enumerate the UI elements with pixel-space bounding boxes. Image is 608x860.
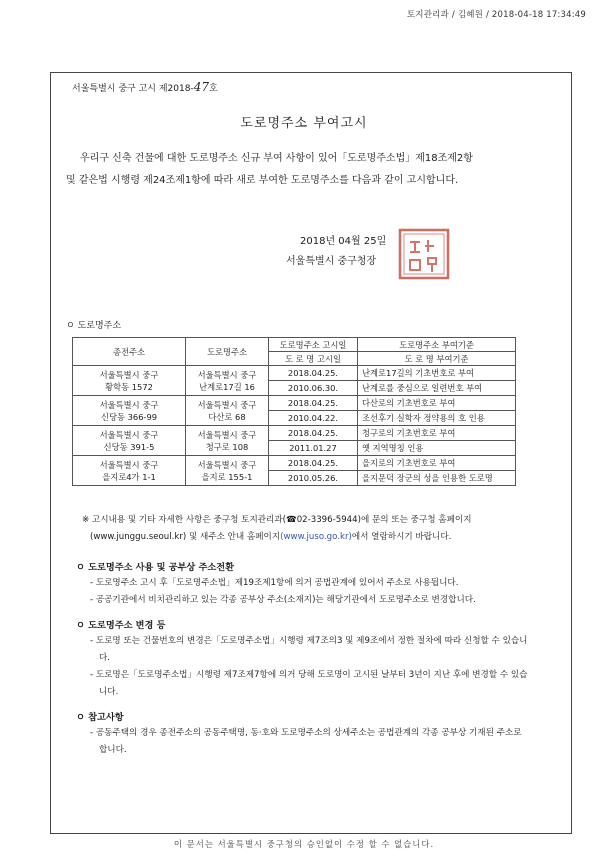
section-change-body: [90, 633, 528, 701]
notice-number-suffix: 호: [208, 84, 218, 94]
inquiry-note-line-2: (www.junggu.seoul.kr) 및 새주소 안내 홈페이지(www.juso.go.kr)에서 열람하시기 바랍니다.: [90, 532, 452, 542]
table-row: [73, 426, 516, 441]
road-basis-cell: 옛 지역명칭 인용: [358, 441, 516, 456]
list-item: - 도로명주소 고시 후「도로명주소법」제19조제1항에 의거 공법관계에 있어서 주소로 사용됩니다.: [90, 578, 459, 588]
notice-date-cell: 2018.04.25.: [269, 396, 358, 411]
juso-homepage-link[interactable]: (www.juso.go.kr): [280, 532, 352, 542]
document-title: 도로명주소 부여고시: [240, 116, 368, 131]
list-item: - 도로명 또는 건물번호의 변경은「도로명주소법」시행령 제7조의3 및 제9조에서 정한 절차에 따라 신청할 수 있습니다.: [90, 636, 528, 663]
basis-cell: 청구로의 기초번호로 부여: [358, 426, 516, 441]
col-notice-date-sub: 도 로 명 고시일: [269, 352, 358, 366]
address-table: [72, 337, 516, 486]
road-address-cell: 서울특별시 중구 을지로 155-1: [186, 456, 269, 486]
old-address-cell: 서울특별시 중구 신당동 391-5: [73, 426, 186, 456]
document-footer: 이 문서는 서울특별시 중구청의 승인없이 수정 할 수 없습니다.: [173, 839, 435, 849]
road-notice-date-cell: 2010.04.22.: [269, 411, 358, 426]
notice-date-cell: 2018.04.25.: [269, 366, 358, 381]
road-basis-cell: 조선후기 실학자 정약용의 호 인용: [358, 411, 516, 426]
intro-line-2: 및 같은법 시행령 제24조제1항에 따라 새로 부여한 도로명주소를 다음과 같이 고시합니다.: [66, 175, 459, 186]
notice-date: 2018년 04월 25일: [300, 236, 387, 247]
basis-cell: 난계로17길의 기초번호로 부여: [358, 366, 516, 381]
junggu-homepage-link[interactable]: (www.junggu.seoul.kr): [90, 532, 187, 542]
section-change-heading: ㅇ 도로명주소 변경 등: [76, 620, 166, 631]
col-notice-date: 도로명주소 고시일: [269, 338, 358, 352]
road-notice-date-cell: 2011.01.27: [269, 441, 358, 456]
document-header-stamp: 토지관리과 / 김혜원 / 2018-04-18 17:34:49: [406, 10, 586, 20]
table-row: [73, 396, 516, 411]
road-notice-date-cell: 2010.06.30.: [269, 381, 358, 396]
road-basis-cell: 을지문덕 장군의 성을 인용한 도로명: [358, 471, 516, 486]
table-row: [73, 366, 516, 381]
inquiry-note: [82, 512, 532, 546]
section-reference-body: [90, 725, 528, 759]
basis-cell: 다산로의 기초번호로 부여: [358, 396, 516, 411]
road-address-cell: 서울특별시 중구 청구로 108: [186, 426, 269, 456]
col-road-address: 도로명주소: [186, 338, 269, 366]
intro-paragraph: [66, 148, 556, 192]
list-item: - 공동주택의 경우 종전주소의 공동주택명, 동·호와 도로명주소의 상세주소는 공법관계의 각종 공부상 기재된 주소로 합니다.: [90, 728, 522, 755]
col-basis-sub: 도 로 명 부여기준: [358, 352, 516, 366]
old-address-cell: 서울특별시 중구 황학동 1572: [73, 366, 186, 396]
section-usage-body: [90, 575, 528, 609]
section-reference-heading: ㅇ 참고사항: [76, 712, 124, 723]
intro-line-1: 우리구 신축 건물에 대한 도로명주소 신규 부여 사항이 있어「도로명주소법」제18조제2항: [80, 153, 473, 164]
list-item: - 공공기관에서 비치관리하고 있는 각종 공부상 주소(소재지)는 해당기관에서 도로명주소로 변경합니다.: [90, 595, 476, 605]
section-address-label: ㅇ 도로명주소: [66, 321, 122, 331]
table-row: [73, 456, 516, 471]
col-old-address: 종전주소: [73, 338, 186, 366]
official-seal-icon: [398, 228, 450, 280]
road-notice-date-cell: 2010.05.26.: [269, 471, 358, 486]
col-basis: 도로명주소 부여기준: [358, 338, 516, 352]
road-basis-cell: 난계로를 중심으로 일련번호 부여: [358, 381, 516, 396]
section-usage-heading: ㅇ 도로명주소 사용 및 공부상 주소전환: [76, 562, 234, 573]
road-address-cell: 서울특별시 중구 다산로 68: [186, 396, 269, 426]
issuer-name: 서울특별시 중구청장: [286, 256, 377, 267]
road-address-cell: 서울특별시 중구 난계로17길 16: [186, 366, 269, 396]
notice-number-handwritten: 47: [193, 80, 209, 94]
inquiry-note-line-1: ※ 고시내용 및 기타 자세한 사항은 중구청 토지관리과(☎02-3396-5944)에 문의 또는 중구청 홈페이지: [82, 515, 472, 525]
notice-number: [72, 80, 218, 94]
old-address-cell: 서울특별시 중구 을지로4가 1-1: [73, 456, 186, 486]
old-address-cell: 서울특별시 중구 신당동 366-99: [73, 396, 186, 426]
list-item: - 도로명은「도로명주소법」시행령 제7조제7항에 의거 당해 도로명이 고시된 날부터 3년이 지난 후에 변경할 수 있습니다.: [90, 670, 528, 697]
notice-date-cell: 2018.04.25.: [269, 456, 358, 471]
notice-date-cell: 2018.04.25.: [269, 426, 358, 441]
basis-cell: 을지로의 기초번호로 부여: [358, 456, 516, 471]
notice-number-prefix: 서울특별시 중구 고시 제2018-: [72, 84, 194, 94]
